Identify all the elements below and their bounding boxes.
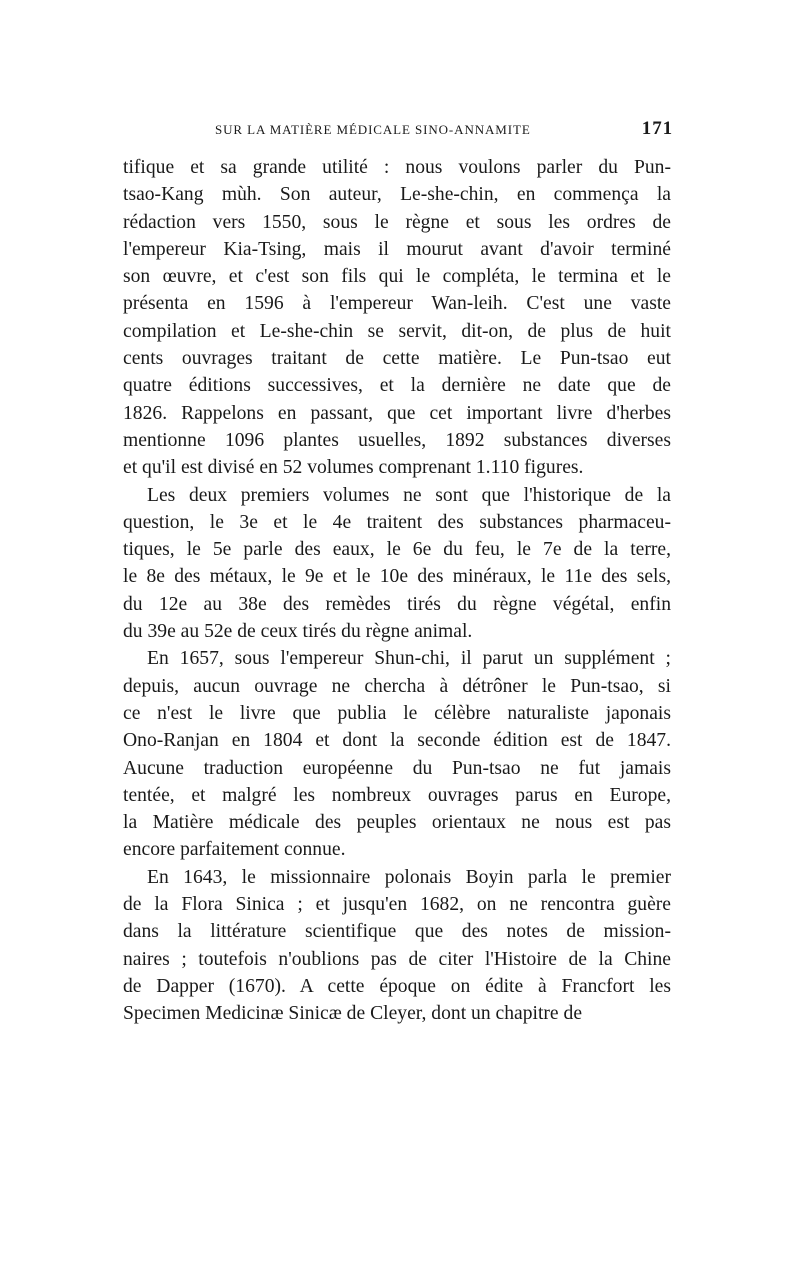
running-title: SUR LA MATIÈRE MÉDICALE SINO-ANNAMITE [215, 122, 531, 137]
text-line: Specimen Medicinæ Sinicæ de Cleyer, dont un chapitre de [123, 1003, 583, 1025]
paragraph [123, 482, 671, 646]
text-line: de la Flora Sinica ; et jusqu'en 1682, on ne rencontra guère [123, 894, 671, 916]
text-line: tiques, le 5e parle des eaux, le 6e du feu, le 7e de la terre, [123, 539, 671, 561]
text-line: En 1657, sous l'empereur Shun-chi, il parut un supplément ; [147, 648, 671, 670]
text-line: mentionne 1096 plantes usuelles, 1892 substances diverses [123, 429, 671, 451]
text-line: tifique et sa grande utilité : nous voulons parler du Pun- [123, 157, 671, 178]
text-line: quatre éditions successives, et la dernière ne date que de [123, 375, 671, 397]
text-line: depuis, aucun ouvrage ne chercha à détrôner le Pun-tsao, si [123, 675, 671, 697]
text-line: rédaction vers 1550, sous le règne et sous les ordres de [123, 211, 671, 233]
text-line: encore parfaitement connue. [123, 839, 346, 861]
text-line: la Matière médicale des peuples orientaux ne nous est pas [123, 812, 671, 834]
text-line: le 8e des métaux, le 9e et le 10e des minéraux, le 11e des sels, [123, 566, 671, 588]
text-line: 1826. Rappelons en passant, que cet important livre d'herbes [123, 402, 671, 424]
paragraph [123, 645, 671, 863]
text-line: Aucune traduction européenne du Pun-tsao ne fut jamais [123, 757, 671, 779]
paragraph [123, 154, 671, 482]
text-line: présenta en 1596 à l'empereur Wan-leih. C'est une vaste [123, 293, 671, 315]
text-line: ce n'est le livre que publia le célèbre naturaliste japonais [123, 702, 671, 724]
paragraph [123, 864, 671, 1028]
text-line: Les deux premiers volumes ne sont que l'historique de la [147, 484, 671, 506]
page-number: 171 [641, 118, 673, 139]
text-line: du 12e au 38e des remèdes tirés du règne végétal, enfin [123, 593, 671, 615]
text-line: du 39e au 52e de ceux tirés du règne animal. [123, 621, 473, 643]
text-line: question, le 3e et le 4e traitent des substances pharmaceu- [123, 511, 671, 533]
text-line: tsao-Kang mùh. Son auteur, Le-she-chin, en commença la [123, 184, 671, 206]
text-line: son œuvre, et c'est son fils qui le compléta, le termina et le [123, 266, 671, 288]
body-text [123, 154, 671, 1028]
text-line: En 1643, le missionnaire polonais Boyin parla le premier [147, 866, 671, 888]
book-page [123, 118, 671, 1028]
running-head [123, 118, 671, 140]
text-line: de Dapper (1670). A cette époque on édite à Francfort les [123, 975, 671, 997]
text-line: tentée, et malgré les nombreux ouvrages parus en Europe, [123, 784, 671, 806]
text-line: naires ; toutefois n'oublions pas de citer l'Histoire de la Chine [123, 948, 671, 970]
text-line: Ono-Ranjan en 1804 et dont la seconde édition est de 1847. [123, 730, 671, 752]
text-line: cents ouvrages traitant de cette matière. Le Pun-tsao eut [123, 348, 671, 370]
text-line: compilation et Le-she-chin se servit, dit-on, de plus de huit [123, 320, 671, 342]
text-line: et qu'il est divisé en 52 volumes comprenant 1.110 figures. [123, 457, 584, 479]
text-line: dans la littérature scientifique que des notes de mission- [123, 921, 671, 943]
text-line: l'empereur Kia-Tsing, mais il mourut avant d'avoir terminé [123, 238, 671, 260]
